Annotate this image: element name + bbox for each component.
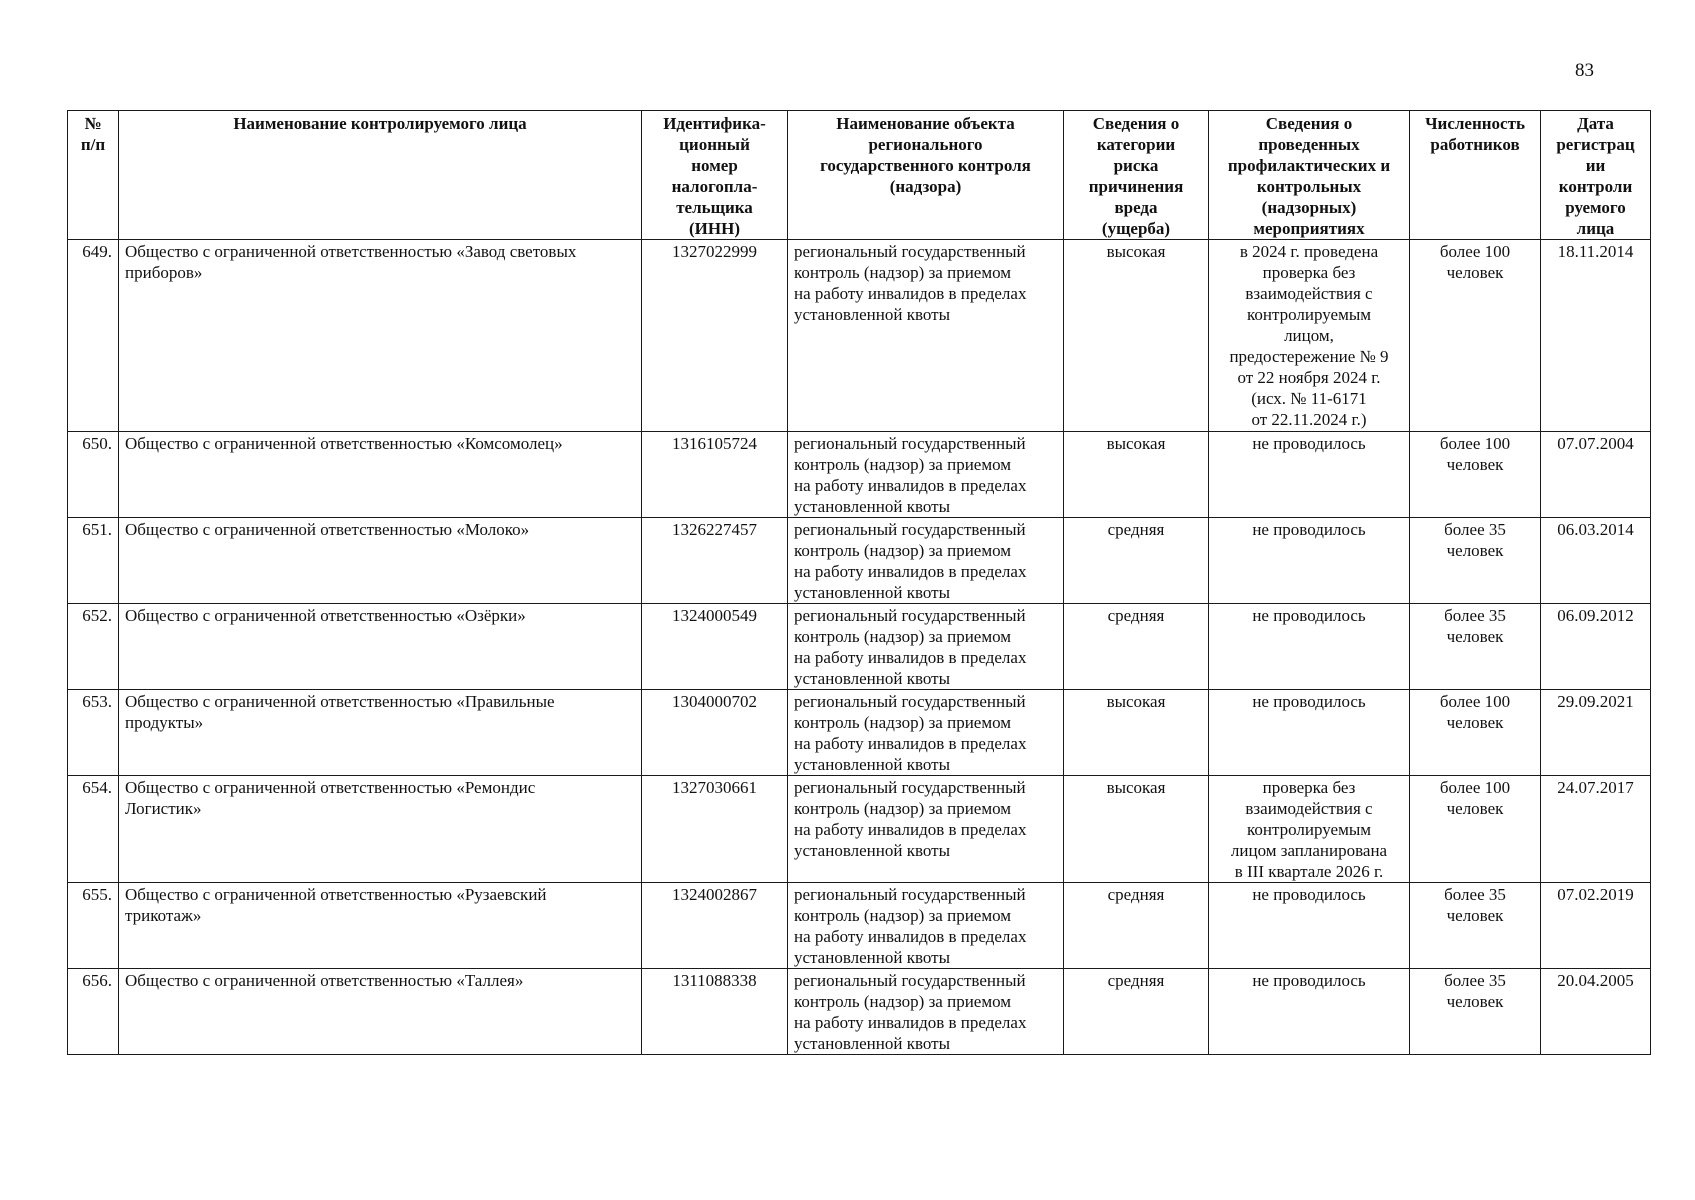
cell-line: проверка без: [1262, 263, 1356, 282]
cell-line: трикотаж»: [125, 906, 202, 925]
control-events: [1209, 240, 1410, 432]
cell-line: взаимодействия с: [1245, 799, 1373, 818]
registration-date: 07.07.2004: [1541, 432, 1651, 518]
cell-line: установленной квоты: [794, 305, 950, 324]
registration-date: 24.07.2017: [1541, 776, 1651, 883]
cell-line: на работу инвалидов в пределах: [794, 476, 1027, 495]
cell-line: контроль (надзор) за приемом: [794, 541, 1012, 560]
cell-line: на работу инвалидов в пределах: [794, 927, 1027, 946]
cell-line: Общество с ограниченной ответственностью «Правильные: [125, 692, 555, 711]
cell-line: Идентифика-: [663, 114, 766, 133]
registration-date: 07.02.2019: [1541, 883, 1651, 969]
cell-line: (надзорных): [1261, 198, 1357, 217]
cell-line: Наименование контролируемого лица: [233, 114, 527, 133]
cell-line: Общество с ограниченной ответственностью «Озёрки»: [125, 606, 526, 625]
risk-category: средняя: [1064, 604, 1209, 690]
cell-line: не проводилось: [1252, 434, 1366, 453]
header-num: [68, 111, 119, 240]
cell-line: на работу инвалидов в пределах: [794, 820, 1027, 839]
cell-line: не проводилось: [1252, 885, 1366, 904]
cell-line: человек: [1446, 263, 1504, 282]
cell-line: взаимодействия с: [1245, 284, 1373, 303]
cell-line: установленной квоты: [794, 669, 950, 688]
registration-date: 20.04.2005: [1541, 969, 1651, 1055]
inn-value: 1326227457: [642, 518, 788, 604]
cell-line: контроль (надзор) за приемом: [794, 455, 1012, 474]
cell-line: человек: [1446, 541, 1504, 560]
cell-line: п/п: [80, 135, 106, 154]
cell-line: вреда: [1114, 198, 1158, 217]
cell-line: ии: [1585, 156, 1606, 175]
inn-value: 1316105724: [642, 432, 788, 518]
entity-name: [119, 432, 642, 518]
cell-line: региональный государственный: [794, 242, 1026, 261]
risk-category: средняя: [1064, 969, 1209, 1055]
cell-line: человек: [1446, 906, 1504, 925]
row-number: 654.: [68, 776, 119, 883]
cell-line: (исх. № 11-6171: [1251, 389, 1367, 408]
cell-line: установленной квоты: [794, 497, 950, 516]
cell-line: причинения: [1088, 177, 1184, 196]
row-number: 652.: [68, 604, 119, 690]
control-events: [1209, 604, 1410, 690]
cell-line: лицом,: [1284, 326, 1334, 345]
control-object: [788, 518, 1064, 604]
staff-count: [1410, 969, 1541, 1055]
cell-line: установленной квоты: [794, 583, 950, 602]
cell-line: более 35: [1444, 606, 1506, 625]
row-number: 649.: [68, 240, 119, 432]
cell-line: номер: [691, 156, 738, 175]
cell-line: региональный государственный: [794, 885, 1026, 904]
entity-name: [119, 240, 642, 432]
risk-category: высокая: [1064, 690, 1209, 776]
control-events: [1209, 776, 1410, 883]
registry-table: [67, 110, 1651, 1055]
table-row: [68, 240, 1651, 432]
cell-line: Логистик»: [125, 799, 202, 818]
cell-line: более 100: [1439, 434, 1511, 453]
row-number: 650.: [68, 432, 119, 518]
header-name: [119, 111, 642, 240]
page-number: 83: [1575, 60, 1594, 81]
cell-line: (ИНН): [689, 219, 740, 238]
cell-line: более 35: [1444, 971, 1506, 990]
cell-line: региональный государственный: [794, 434, 1026, 453]
header-risk: [1064, 111, 1209, 240]
cell-line: Численность: [1425, 114, 1525, 133]
cell-line: установленной квоты: [794, 948, 950, 967]
cell-line: человек: [1446, 455, 1504, 474]
control-events: [1209, 690, 1410, 776]
header-object: [788, 111, 1064, 240]
cell-line: Общество с ограниченной ответственностью «Рузаевский: [125, 885, 547, 904]
header-date: [1541, 111, 1651, 240]
cell-line: установленной квоты: [794, 755, 950, 774]
cell-line: контроль (надзор) за приемом: [794, 799, 1012, 818]
entity-name: [119, 883, 642, 969]
cell-line: более 100: [1439, 242, 1511, 261]
registration-date: 06.03.2014: [1541, 518, 1651, 604]
staff-count: [1410, 518, 1541, 604]
cell-line: более 35: [1444, 520, 1506, 539]
control-object: [788, 776, 1064, 883]
cell-line: установленной квоты: [794, 841, 950, 860]
cell-line: от 22.11.2024 г.): [1251, 410, 1367, 429]
staff-count: [1410, 690, 1541, 776]
cell-line: Общество с ограниченной ответственностью «Комсомолец»: [125, 434, 563, 453]
cell-line: работников: [1430, 135, 1520, 154]
staff-count: [1410, 883, 1541, 969]
table-row: [68, 518, 1651, 604]
inn-value: 1327022999: [642, 240, 788, 432]
header-inn: [642, 111, 788, 240]
cell-line: региональный государственный: [794, 692, 1026, 711]
control-object: [788, 969, 1064, 1055]
cell-line: тельщика: [676, 198, 753, 217]
table-row: [68, 604, 1651, 690]
control-events: [1209, 518, 1410, 604]
row-number: 655.: [68, 883, 119, 969]
cell-line: контроль (надзор) за приемом: [794, 713, 1012, 732]
cell-line: контролируемым: [1246, 305, 1372, 324]
inn-value: 1304000702: [642, 690, 788, 776]
cell-line: на работу инвалидов в пределах: [794, 562, 1027, 581]
inn-value: 1324002867: [642, 883, 788, 969]
staff-count: [1410, 604, 1541, 690]
risk-category: средняя: [1064, 518, 1209, 604]
control-object: [788, 883, 1064, 969]
cell-line: контролируемым: [1246, 820, 1372, 839]
cell-line: человек: [1446, 992, 1504, 1011]
staff-count: [1410, 240, 1541, 432]
cell-line: руемого: [1565, 198, 1626, 217]
control-events: [1209, 432, 1410, 518]
cell-line: регионального: [868, 135, 983, 154]
header-row: [68, 111, 1651, 240]
cell-line: на работу инвалидов в пределах: [794, 734, 1027, 753]
cell-line: Общество с ограниченной ответственностью «Таллея»: [125, 971, 524, 990]
staff-count: [1410, 432, 1541, 518]
table-row: [68, 969, 1651, 1055]
cell-line: проверка без: [1262, 778, 1356, 797]
cell-line: Общество с ограниченной ответственностью «Ремондис: [125, 778, 536, 797]
table-row: [68, 883, 1651, 969]
cell-line: на работу инвалидов в пределах: [794, 284, 1027, 303]
cell-line: контроль (надзор) за приемом: [794, 906, 1012, 925]
row-number: 653.: [68, 690, 119, 776]
cell-line: риска: [1113, 156, 1159, 175]
cell-line: регистрац: [1556, 135, 1635, 154]
cell-line: не проводилось: [1252, 606, 1366, 625]
risk-category: высокая: [1064, 776, 1209, 883]
control-object: [788, 604, 1064, 690]
cell-line: на работу инвалидов в пределах: [794, 648, 1027, 667]
risk-category: высокая: [1064, 432, 1209, 518]
cell-line: региональный государственный: [794, 606, 1026, 625]
cell-line: проведенных: [1258, 135, 1360, 154]
cell-line: более 100: [1439, 692, 1511, 711]
cell-line: не проводилось: [1252, 520, 1366, 539]
cell-line: региональный государственный: [794, 778, 1026, 797]
cell-line: человек: [1446, 713, 1504, 732]
cell-line: человек: [1446, 627, 1504, 646]
cell-line: Сведения о: [1265, 114, 1353, 133]
cell-line: ционный: [679, 135, 750, 154]
cell-line: государственного контроля: [820, 156, 1031, 175]
cell-line: контроль (надзор) за приемом: [794, 263, 1012, 282]
cell-line: региональный государственный: [794, 971, 1026, 990]
cell-line: лица: [1576, 219, 1615, 238]
risk-category: средняя: [1064, 883, 1209, 969]
cell-line: категории: [1096, 135, 1176, 154]
control-object: [788, 432, 1064, 518]
cell-line: установленной квоты: [794, 1034, 950, 1053]
control-events: [1209, 969, 1410, 1055]
header-staff: [1410, 111, 1541, 240]
registration-date: 18.11.2014: [1541, 240, 1651, 432]
cell-line: Общество с ограниченной ответственностью «Молоко»: [125, 520, 530, 539]
registration-date: 29.09.2021: [1541, 690, 1651, 776]
cell-line: приборов»: [125, 263, 203, 282]
cell-line: не проводилось: [1252, 692, 1366, 711]
cell-line: контроль (надзор) за приемом: [794, 992, 1012, 1011]
cell-line: в III квартале 2026 г.: [1234, 862, 1384, 881]
cell-line: №: [84, 114, 102, 133]
cell-line: мероприятиях: [1253, 219, 1365, 238]
cell-line: человек: [1446, 799, 1504, 818]
cell-line: предостережение № 9: [1229, 347, 1389, 366]
cell-line: региональный государственный: [794, 520, 1026, 539]
cell-line: налогопла-: [671, 177, 758, 196]
inn-value: 1327030661: [642, 776, 788, 883]
table-row: [68, 432, 1651, 518]
control-events: [1209, 883, 1410, 969]
entity-name: [119, 969, 642, 1055]
cell-line: (ущерба): [1101, 219, 1171, 238]
cell-line: лицом запланирована: [1230, 841, 1388, 860]
header-events: [1209, 111, 1410, 240]
cell-line: продукты»: [125, 713, 204, 732]
cell-line: более 100: [1439, 778, 1511, 797]
entity-name: [119, 518, 642, 604]
control-object: [788, 240, 1064, 432]
cell-line: контроль (надзор) за приемом: [794, 627, 1012, 646]
cell-line: от 22 ноября 2024 г.: [1237, 368, 1381, 387]
inn-value: 1324000549: [642, 604, 788, 690]
cell-line: Наименование объекта: [836, 114, 1015, 133]
inn-value: 1311088338: [642, 969, 788, 1055]
cell-line: на работу инвалидов в пределах: [794, 1013, 1027, 1032]
entity-name: [119, 776, 642, 883]
row-number: 651.: [68, 518, 119, 604]
staff-count: [1410, 776, 1541, 883]
risk-category: высокая: [1064, 240, 1209, 432]
cell-line: контроли: [1558, 177, 1633, 196]
cell-line: более 35: [1444, 885, 1506, 904]
cell-line: Сведения о: [1092, 114, 1180, 133]
row-number: 656.: [68, 969, 119, 1055]
entity-name: [119, 604, 642, 690]
cell-line: (надзора): [889, 177, 962, 196]
cell-line: Дата: [1577, 114, 1614, 133]
registration-date: 06.09.2012: [1541, 604, 1651, 690]
cell-line: профилактических и: [1227, 156, 1391, 175]
table-row: [68, 776, 1651, 883]
cell-line: в 2024 г. проведена: [1239, 242, 1379, 261]
cell-line: контрольных: [1256, 177, 1362, 196]
cell-line: не проводилось: [1252, 971, 1366, 990]
table-row: [68, 690, 1651, 776]
cell-line: Общество с ограниченной ответственностью «Завод световых: [125, 242, 577, 261]
control-object: [788, 690, 1064, 776]
entity-name: [119, 690, 642, 776]
